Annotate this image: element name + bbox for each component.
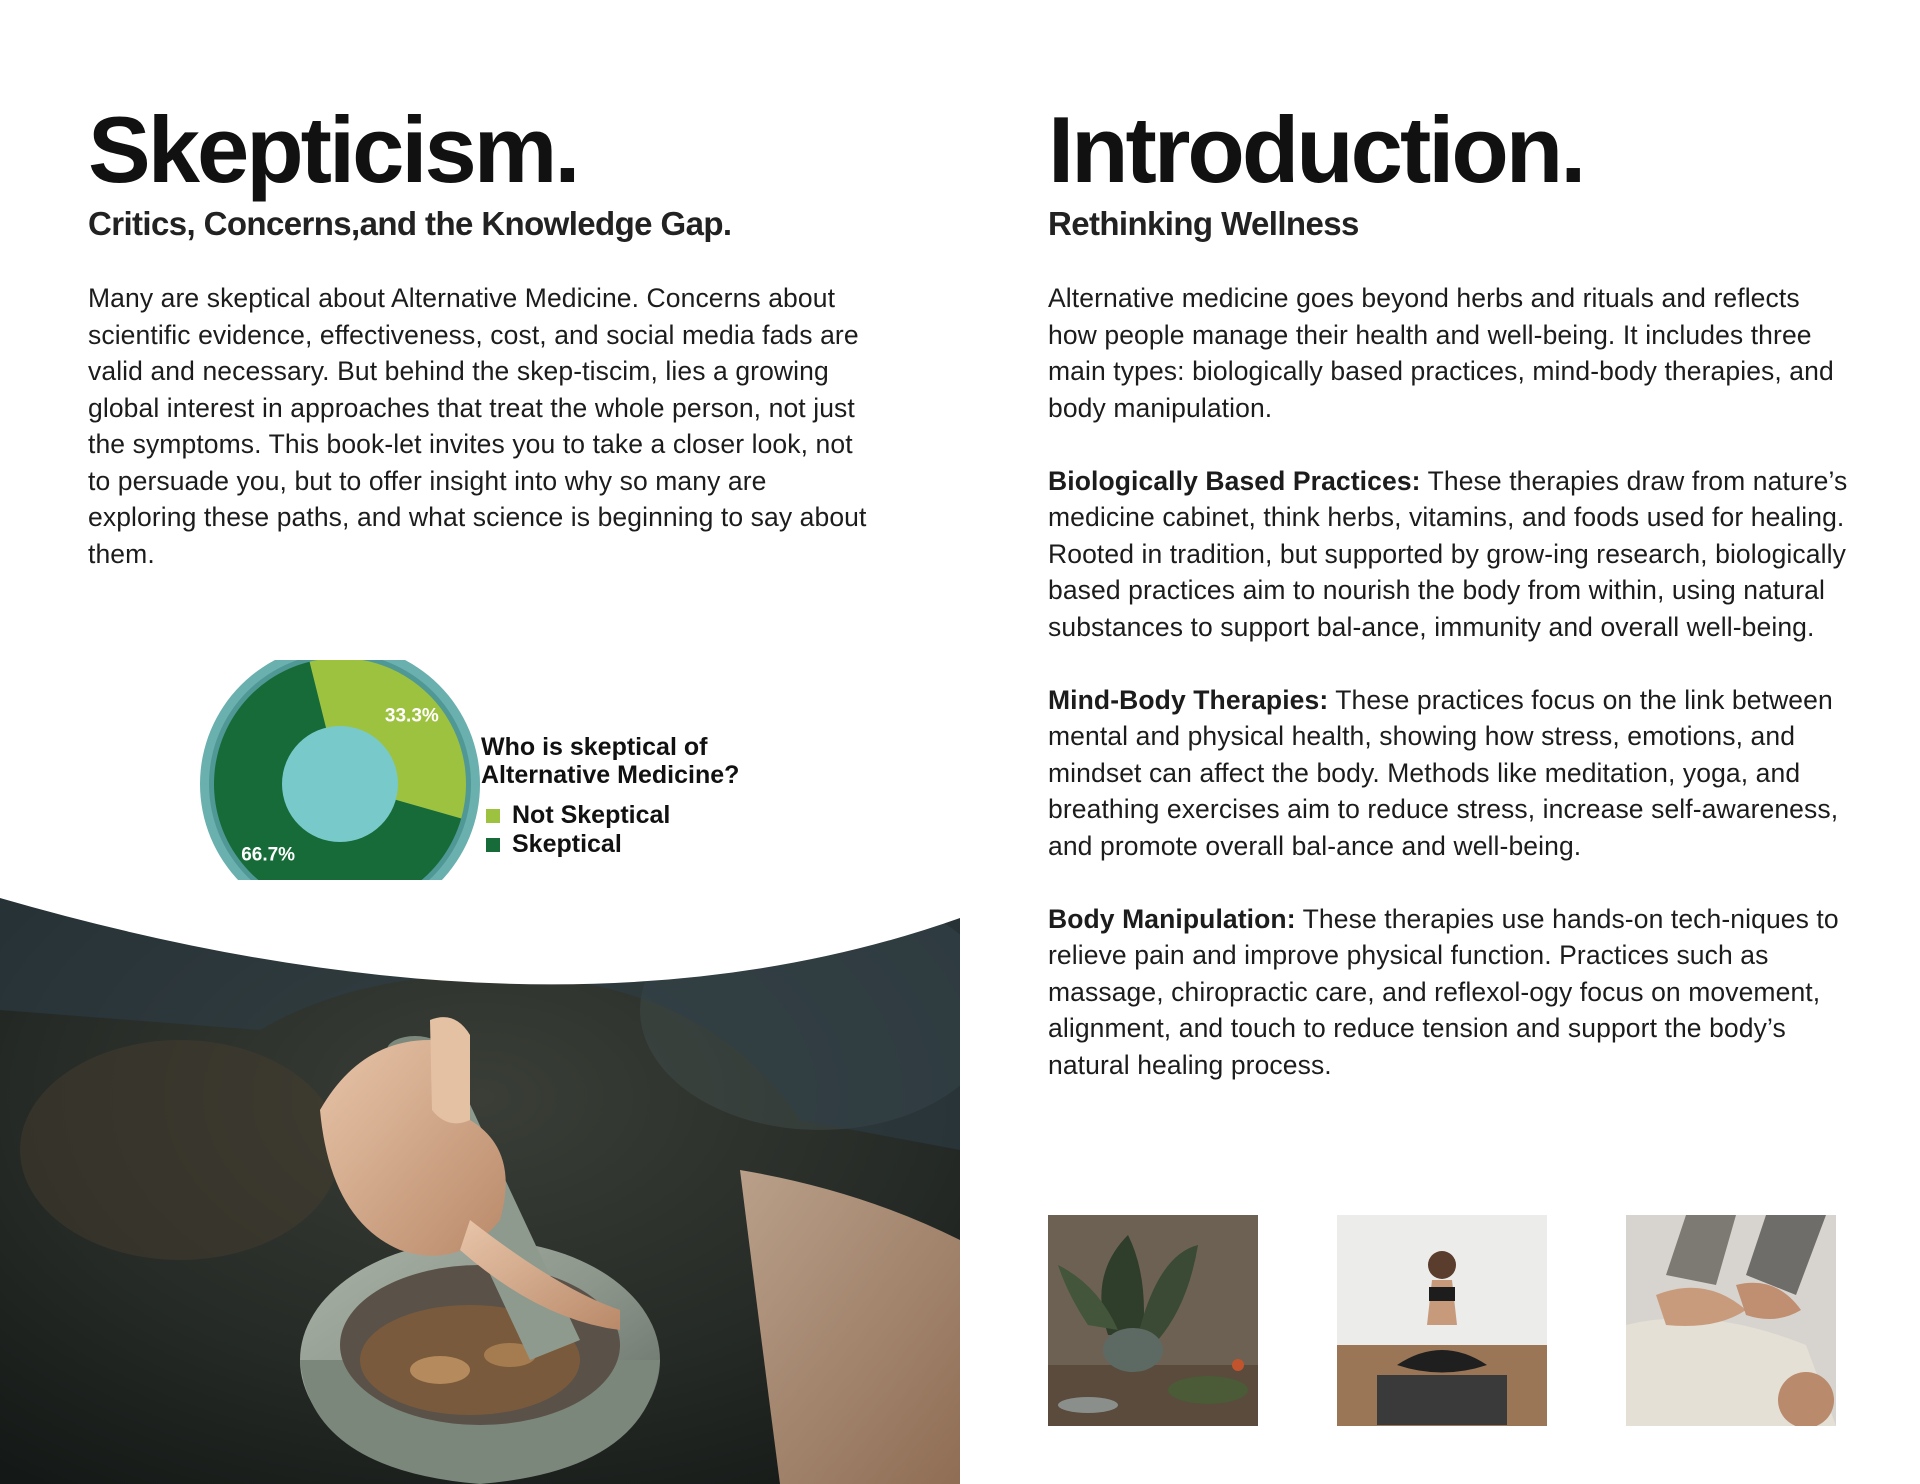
legend-item-skeptical bbox=[486, 830, 670, 859]
massage-photo bbox=[1626, 1215, 1836, 1426]
legend-swatch-skeptical bbox=[486, 838, 500, 852]
legend-label-skeptical: Skeptical bbox=[512, 830, 622, 858]
legend-swatch-not-skeptical bbox=[486, 809, 500, 823]
yoga-photo bbox=[1337, 1215, 1547, 1426]
pie-slice-label: 66.7% bbox=[241, 844, 296, 866]
body-content bbox=[1048, 280, 1848, 1120]
section-text: These therapies use hands-on tech-niques to relieve pain and improve physical function. Practices such as massage, chiropractic care, and reflexol-ogy focus on movement, alignment, and touch to reduce tension and support the body’s natural healing process. bbox=[1048, 903, 1839, 1080]
legend-item-not-skeptical bbox=[486, 801, 670, 830]
pie-slice-label: 33.3% bbox=[384, 705, 439, 727]
page-title: Introduction. bbox=[1048, 97, 1584, 202]
page-subtitle: Rethinking Wellness bbox=[1048, 205, 1359, 242]
chart-title: Who is skeptical of Alternative Medicine? bbox=[481, 733, 740, 789]
section-heading: Body Manipulation: bbox=[1048, 903, 1296, 934]
page-subtitle: Critics, Concerns,and the Knowledge Gap. bbox=[88, 205, 732, 242]
section-heading: Biologically Based Practices: bbox=[1048, 465, 1421, 496]
section-body-manipulation bbox=[1048, 901, 1848, 1084]
section-heading: Mind-Body Therapies: bbox=[1048, 684, 1329, 715]
donut-chart bbox=[0, 660, 960, 900]
section-text: These therapies draw from nature’s medicine cabinet, think herbs, vitamins, and foods used for healing. Rooted in tradition, but supported by grow-ing research, biologically based practices aim to nourish the body from within, using natural substances to support bal-ance, immunity and overall well-being. bbox=[1048, 465, 1848, 642]
legend-label-not-skeptical: Not Skeptical bbox=[512, 801, 671, 829]
intro-paragraph: Alternative medicine goes beyond herbs and rituals and reflects how people manage their health and well-being. It includes three main types: biologically based practices, mind-body therapies, and body manipulation. bbox=[1048, 283, 1834, 423]
chart-legend bbox=[486, 801, 670, 859]
section-mind-body bbox=[1048, 682, 1848, 865]
herbs-photo bbox=[1048, 1215, 1258, 1426]
chart-center-hole bbox=[282, 726, 398, 842]
body-paragraph: Many are skeptical about Alternative Medicine. Concerns about scientific evidence, effectiveness, cost, and social media fads are valid and necessary. But behind the skep-tiscim, lies a growing global interest in approaches that treat the whole person, not just the symptoms. This book-let invites you to take a closer look, not to persuade you, but to offer insight into why so many are exploring these paths, and what science is beginning to say about them. bbox=[88, 283, 867, 569]
section-biological bbox=[1048, 463, 1848, 646]
curve-divider bbox=[0, 880, 960, 1020]
section-text: These practices focus on the link between mental and physical health, showing how stress, emotions, and mindset can affect the body. Methods like meditation, yoga, and breathing exercises aim to reduce stress, increase self-awareness, and promote overall bal-ance and well-being. bbox=[1048, 684, 1839, 861]
page-title: Skepticism. bbox=[88, 97, 578, 202]
right-page bbox=[960, 0, 1920, 1484]
